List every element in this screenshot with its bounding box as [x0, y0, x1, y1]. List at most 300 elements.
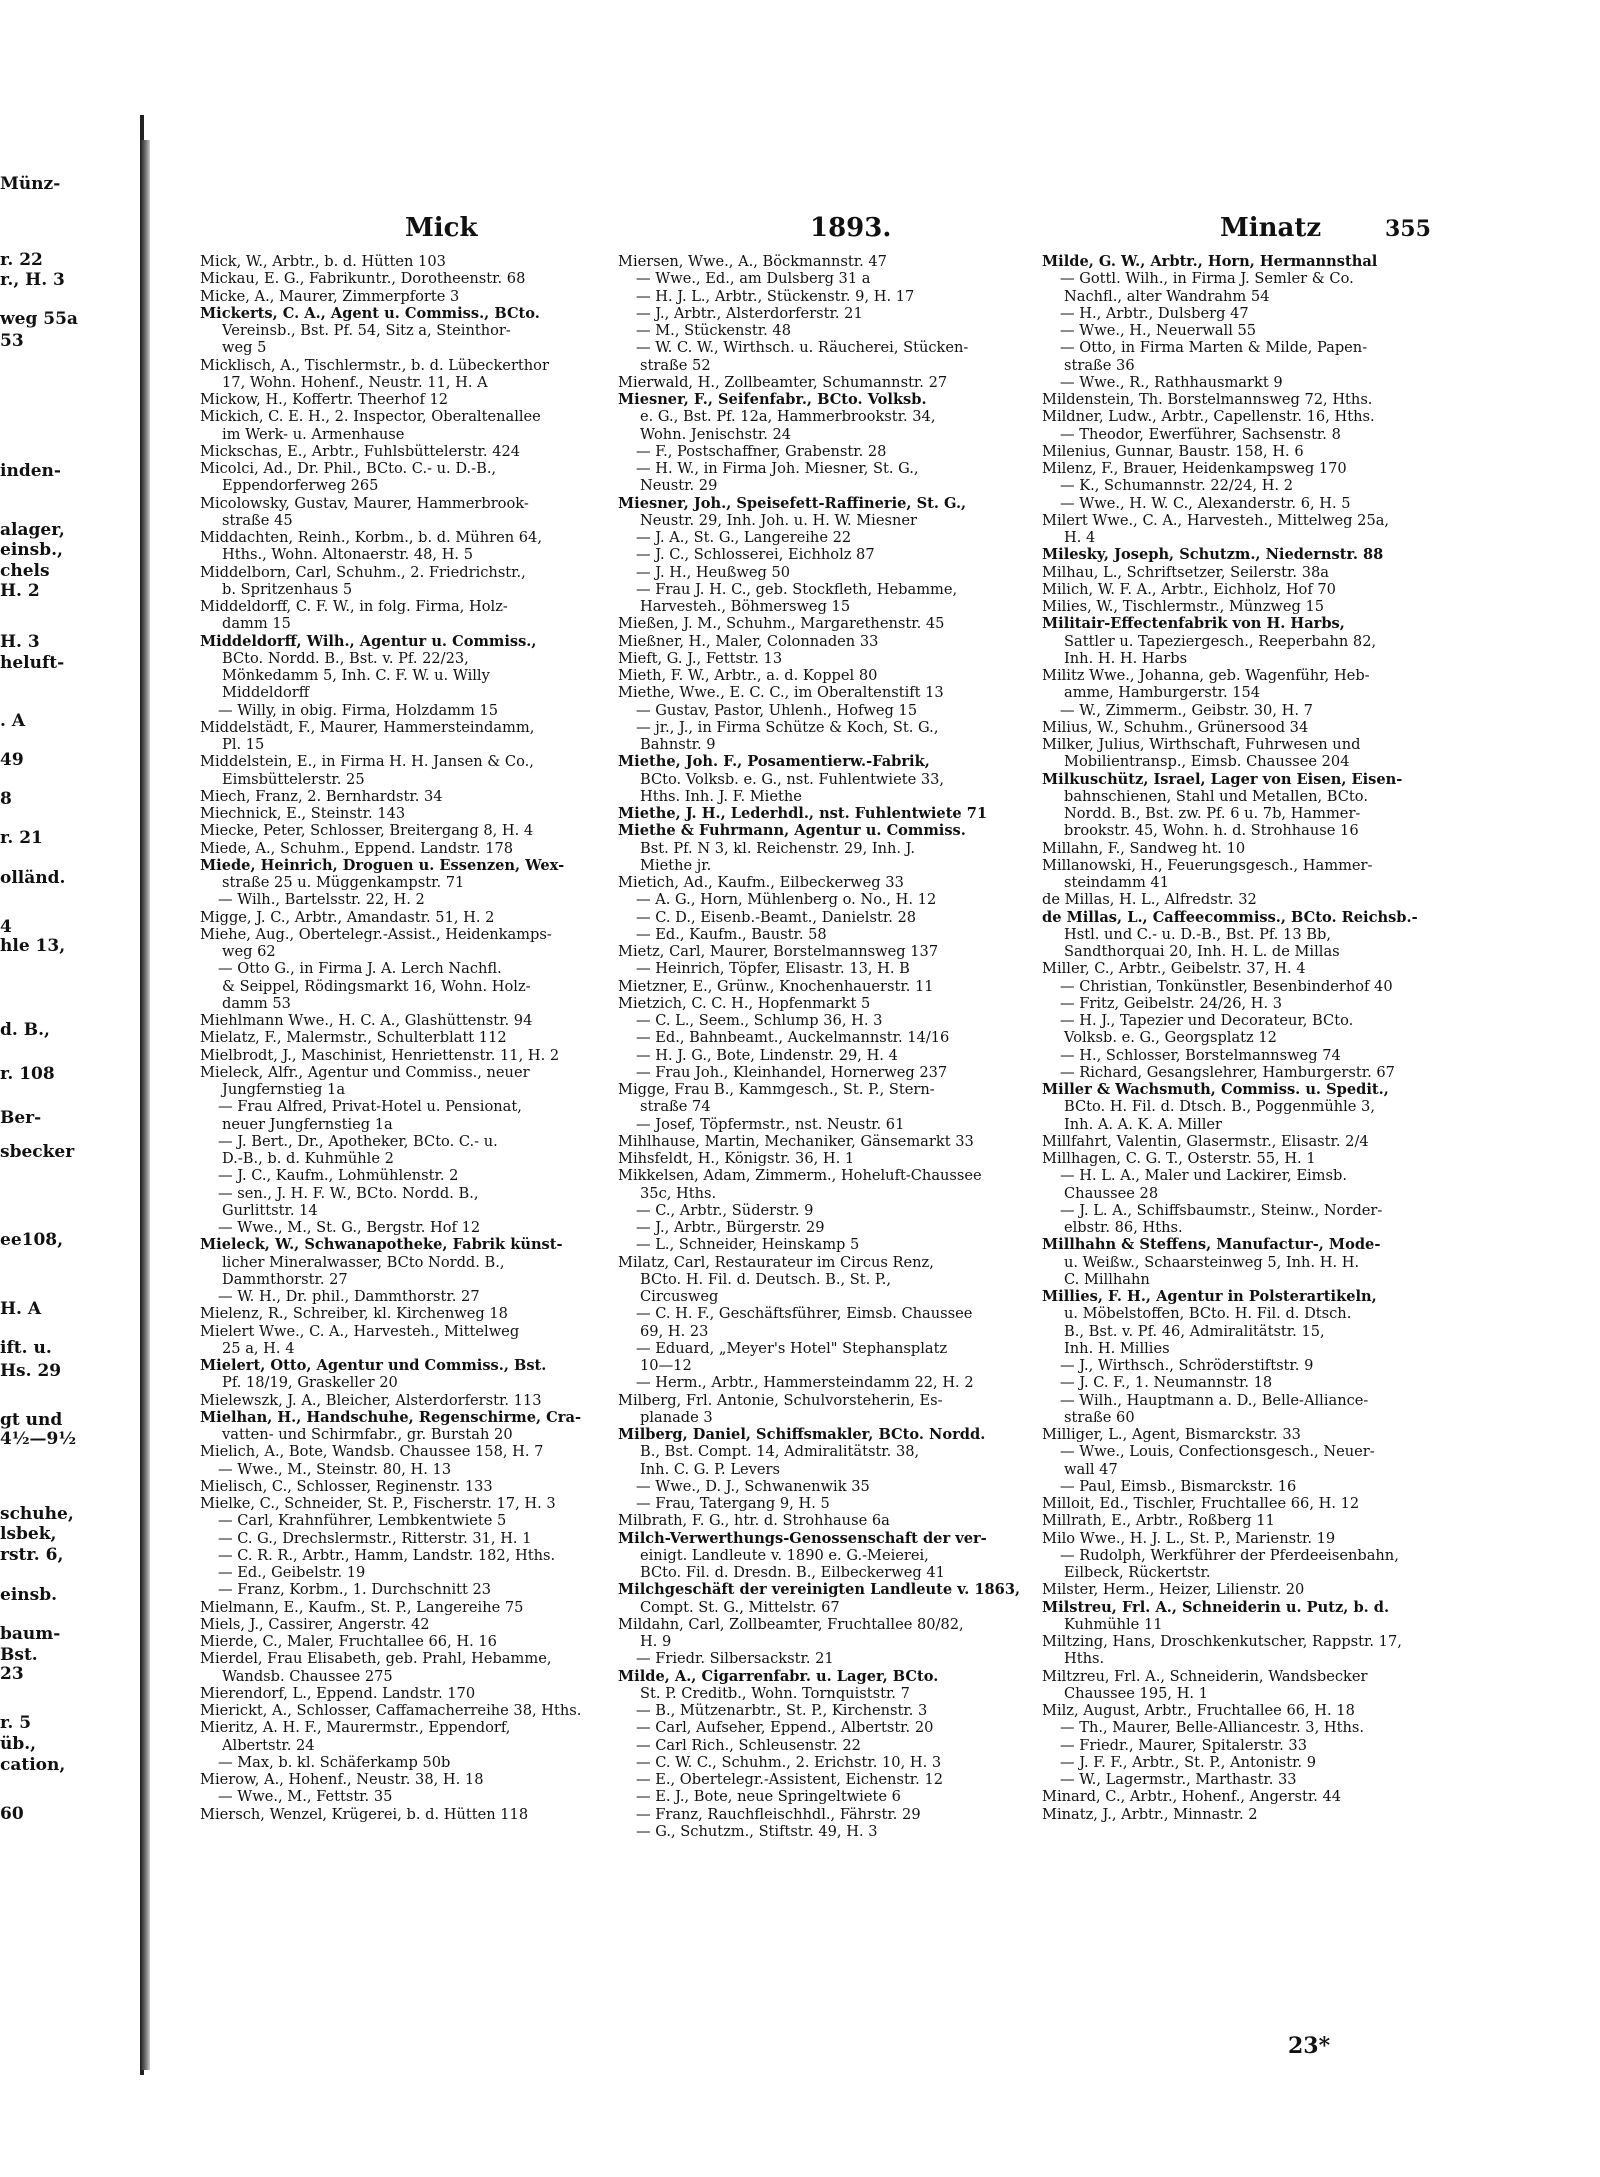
entry-continuation: Vereinsb., Bst. Pf. 54, Sitz a, Steinthor-: [222, 322, 511, 339]
entry-continuation: straße 60: [1064, 1408, 1135, 1426]
entry-continuation: straße 25 u. Müggenkampstr. 71: [222, 874, 465, 891]
directory-entry: — L., Schneider, Heinskamp 5: [636, 1236, 860, 1254]
directory-entry: Micke, A., Maurer, Zimmerpforte 3: [200, 287, 460, 305]
directory-entry: — Ed., Kaufm., Baustr. 58: [636, 925, 827, 943]
directory-entry: — J. C. F., 1. Neumannstr. 18: [1060, 1374, 1273, 1392]
directory-entry: Mielewszk, J. A., Bleicher, Alsterdorferstr. 113: [200, 1391, 542, 1409]
directory-entry: Millhahn & Steffens, Manufactur-, Mode-: [1042, 1236, 1381, 1254]
directory-entry: — C. G., Drechslermstr., Ritterstr. 31, H. 1: [218, 1529, 532, 1547]
entry-continuation: Miethe jr.: [640, 856, 712, 874]
directory-entry: — Fritz, Geibelstr. 24/26, H. 3: [1060, 994, 1283, 1012]
directory-entry: Mildner, Ludw., Arbtr., Capellenstr. 16, Hths.: [1042, 408, 1375, 426]
entry-continuation: Eilbeck, Rückertstr.: [1064, 1564, 1211, 1581]
directory-entry: — Carl, Krahnführer, Lembkentwiete 5: [218, 1512, 507, 1530]
directory-entry: Millahn, F., Sandweg ht. 10: [1042, 839, 1246, 857]
prev-page-fragment: chels: [0, 560, 50, 581]
directory-entry: de Millas, L., Caffeecommiss., BCto. Reichsb.-: [1042, 908, 1418, 926]
prev-page-fragment: ift. u.: [0, 1338, 52, 1358]
prev-page-fragment: 4: [0, 916, 12, 937]
prev-page-fragment: 53: [0, 330, 24, 351]
prev-page-fragment: baum-: [0, 1624, 61, 1645]
directory-entry: — J. F. F., Arbtr., St. P., Antonistr. 9: [1060, 1753, 1316, 1771]
directory-entry: — W. H., Dr. phil., Dammthorstr. 27: [218, 1288, 480, 1305]
entry-continuation: 69, H. 23: [640, 1322, 709, 1340]
entry-continuation: Inh. H. H. Harbs: [1064, 649, 1188, 667]
directory-entry: Miethe, J. H., Lederhdl., nst. Fuhlentwiete 71: [618, 805, 988, 822]
directory-entry: Mielmann, E., Kaufm., St. P., Langereihe 75: [200, 1598, 524, 1616]
directory-entry: Mielich, A., Bote, Wandsb. Chaussee 158, H. 7: [200, 1443, 544, 1461]
entry-continuation: straße 74: [640, 1098, 711, 1116]
directory-entry: — M., Stückenstr. 48: [636, 322, 791, 339]
prev-page-fragment: 23: [0, 1664, 24, 1685]
directory-entry: — J. C., Kaufm., Lohmühlenstr. 2: [218, 1167, 459, 1185]
entry-continuation: H. 9: [640, 1633, 672, 1650]
directory-entry: Mietich, Ad., Kaufm., Eilbeckerweg 33: [618, 874, 904, 891]
prev-page-fragment: einsb.,: [0, 540, 63, 561]
directory-entry: — Wilh., Hauptmann a. D., Belle-Alliance-: [1060, 1391, 1369, 1409]
prev-page-fragment: heluft-: [0, 652, 65, 673]
directory-entry: — C. R. R., Arbtr., Hamm, Landstr. 182, Hths.: [218, 1546, 556, 1564]
prev-page-fragment: einsb.: [0, 1584, 58, 1605]
entry-continuation: St. P. Creditb., Wohn. Tornquiststr. 7: [640, 1684, 910, 1702]
directory-entry: Miehlmann Wwe., H. C. A., Glashüttenstr. 94: [200, 1012, 533, 1029]
directory-entry: Miltzreu, Frl. A., Schneiderin, Wandsbecker: [1042, 1667, 1368, 1685]
prev-page-fragment: üb.,: [0, 1733, 37, 1754]
directory-entry: Mildenstein, Th. Borstelmannsweg 72, Hths.: [1042, 391, 1373, 408]
entry-continuation: neuer Jungfernstieg 1a: [222, 1115, 393, 1133]
directory-entry: — Heinrich, Töpfer, Elisastr. 13, H. B: [636, 960, 910, 978]
directory-entry: — Wilh., Bartelsstr. 22, H. 2: [218, 891, 425, 909]
directory-page: [200, 215, 1430, 2075]
directory-entry: — Willy, in obig. Firma, Holzdamm 15: [218, 701, 499, 719]
directory-entry: Milstreu, Frl. A., Schneiderin u. Putz, b. d.: [1042, 1598, 1390, 1616]
directory-entry: — Theodor, Ewerführer, Sachsenstr. 8: [1060, 425, 1341, 443]
prev-page-fragment: cation,: [0, 1754, 66, 1775]
entry-continuation: BCto. H. Fil. d. Dtsch. B., Poggenmühle 3,: [1064, 1098, 1375, 1116]
directory-entry: Millhagen, C. G. T., Osterstr. 55, H. 1: [1042, 1150, 1316, 1167]
directory-entry: Milies, W., Tischlermstr., Münzweg 15: [1042, 598, 1325, 615]
directory-entry: Milatz, Carl, Restaurateur im Circus Renz,: [618, 1253, 934, 1271]
directory-entry: Milker, Julius, Wirthschaft, Fuhrwesen und: [1042, 736, 1361, 753]
prev-page-fragment: Münz-: [0, 173, 61, 194]
directory-entry: Mielert Wwe., C. A., Harvesteh., Mittelweg: [200, 1322, 520, 1340]
directory-entry: Mickerts, C. A., Agent u. Commiss., BCto.: [200, 304, 540, 322]
directory-entry: Milchgeschäft der vereinigten Landleute v. 1863,: [618, 1581, 1021, 1599]
directory-entry: Milliger, L., Agent, Bismarckstr. 33: [1042, 1426, 1301, 1443]
prev-page-fragment: lsbek,: [0, 1524, 57, 1545]
prev-page-fragment: d. B.,: [0, 1019, 50, 1040]
directory-entry: — Wwe., M., Steinstr. 80, H. 13: [218, 1460, 452, 1478]
directory-entry: — H. J. G., Bote, Lindenstr. 29, H. 4: [636, 1046, 898, 1064]
entry-continuation: planade 3: [640, 1408, 713, 1426]
prev-page-fragment: H. A: [0, 1298, 42, 1319]
directory-entry: — J., Wirthsch., Schröderstiftstr. 9: [1060, 1357, 1314, 1374]
directory-entry: — Carl Rich., Schleusenstr. 22: [636, 1736, 861, 1754]
directory-entry: Mieft, G. J., Fettstr. 13: [618, 649, 783, 667]
directory-entry: — J. H., Heußweg 50: [636, 563, 791, 581]
directory-entry: Middeldorff, C. F. W., in folg. Firma, Holz-: [200, 598, 508, 615]
directory-entry: Militair-Effectenfabrik von H. Harbs,: [1042, 615, 1345, 633]
directory-entry: — Otto, in Firma Marten & Milde, Papen-: [1060, 339, 1368, 357]
directory-entry: Mieth, F. W., Arbtr., a. d. Koppel 80: [618, 667, 878, 684]
directory-entry: — Josef, Töpfermstr., nst. Neustr. 61: [636, 1115, 905, 1133]
directory-entry: Minatz, J., Arbtr., Minnastr. 2: [1042, 1805, 1258, 1823]
entry-continuation: BCto. Fil. d. Dresdn. B., Eilbeckerweg 41: [640, 1564, 945, 1581]
entry-continuation: Inh. A. A. K. A. Miller: [1064, 1115, 1223, 1133]
entry-continuation: u. Möbelstoffen, BCto. H. Fil. d. Dtsch.: [1064, 1305, 1352, 1323]
directory-entry: Mickich, C. E. H., 2. Inspector, Oberaltenallee: [200, 408, 541, 426]
directory-entry: Milenz, F., Brauer, Heidenkampsweg 170: [1042, 460, 1347, 477]
entry-continuation: 10—12: [640, 1357, 692, 1374]
directory-entry: — C. D., Eisenb.-Beamt., Danielstr. 28: [636, 908, 917, 926]
prev-page-fragment: . A: [0, 710, 26, 731]
directory-entry: Millfahrt, Valentin, Glasermstr., Elisastr. 2/4: [1042, 1132, 1369, 1150]
prev-page-fragment: inden-: [0, 460, 61, 481]
directory-entry: — Wwe., H., Neuerwall 55: [1060, 322, 1257, 339]
directory-entry: — H. L. A., Maler und Lackirer, Eimsb.: [1060, 1167, 1347, 1185]
directory-entry: Militz Wwe., Johanna, geb. Wagenführ, Heb-: [1042, 667, 1370, 684]
directory-entry: — H., Arbtr., Dulsberg 47: [1060, 304, 1249, 322]
directory-entry: — Wwe., D. J., Schwanenwik 35: [636, 1477, 870, 1495]
directory-entry: — J. L. A., Schiffsbaumstr., Steinw., Norder-: [1060, 1201, 1383, 1219]
entry-continuation: damm 15: [222, 615, 291, 633]
directory-entry: Millies, F. H., Agentur in Polsterartikeln,: [1042, 1288, 1377, 1305]
directory-entry: — Frau J. H. C., geb. Stockfleth, Hebamme,: [636, 580, 958, 598]
entry-continuation: Sattler u. Tapeziergesch., Reeperbahn 82,: [1064, 632, 1377, 650]
entry-continuation: Chaussee 28: [1064, 1184, 1159, 1202]
directory-entry: Mielke, C., Schneider, St. P., Fischerstr. 17, H. 3: [200, 1495, 556, 1512]
entry-continuation: brookstr. 45, Wohn. h. d. Strohhause 16: [1064, 822, 1359, 840]
entry-continuation: Pl. 15: [222, 736, 265, 753]
entry-continuation: Mobilientransp., Eimsb. Chaussee 204: [1064, 753, 1350, 771]
directory-entry: Miersen, Wwe., A., Böckmannstr. 47: [618, 253, 887, 270]
entry-continuation: Mönkedamm 5, Inh. C. F. W. u. Willy: [222, 667, 490, 684]
directory-entry: — E., Obertelegr.-Assistent, Eichenstr. 12: [636, 1771, 944, 1788]
directory-entry: — C., Arbtr., Süderstr. 9: [636, 1201, 814, 1219]
entry-continuation: C. Millhahn: [1064, 1270, 1150, 1288]
directory-entry: Miels, J., Cassirer, Angerstr. 42: [200, 1615, 430, 1633]
entry-continuation: 17, Wohn. Hohenf., Neustr. 11, H. A: [222, 373, 488, 391]
directory-entry: Mildahn, Carl, Zollbeamter, Fruchtallee 80/82,: [618, 1615, 964, 1633]
previous-page-edge: [0, 115, 144, 2075]
entry-continuation: Pf. 18/19, Graskeller 20: [222, 1374, 398, 1392]
entry-continuation: straße 36: [1064, 356, 1135, 374]
directory-entry: Mielisch, C., Schlosser, Reginenstr. 133: [200, 1477, 493, 1495]
prev-page-fragment: Ber-: [0, 1107, 42, 1128]
directory-entry: — A. G., Horn, Mühlenberg o. No., H. 12: [636, 891, 937, 909]
entry-continuation: 25 a, H. 4: [222, 1339, 295, 1357]
entry-continuation: B., Bst. Compt. 14, Admiralitätstr. 38,: [640, 1443, 920, 1461]
directory-entry: — J. Bert., Dr., Apotheker, BCto. C.- u.: [218, 1132, 498, 1150]
column-2: [618, 253, 1023, 1840]
directory-entry: Mieleck, Alfr., Agentur und Commiss., neuer: [200, 1063, 530, 1081]
directory-entry: de Millas, H. L., Alfredstr. 32: [1042, 891, 1257, 909]
directory-entry: — Rudolph, Werkführer der Pferdeeisenbahn,: [1060, 1546, 1399, 1564]
entry-continuation: licher Mineralwasser, BCto Nordd. B.,: [222, 1253, 505, 1271]
entry-continuation: weg 5: [222, 339, 267, 357]
directory-entry: Miltzing, Hans, Droschkenkutscher, Rappstr. 17,: [1042, 1633, 1402, 1650]
directory-entry: Miller, C., Arbtr., Geibelstr. 37, H. 4: [1042, 960, 1306, 978]
directory-entry: Middeldorff, Wilh., Agentur u. Commiss.,: [200, 632, 537, 650]
directory-entry: — Wwe., Ed., am Dulsberg 31 a: [636, 270, 871, 288]
prev-page-fragment: weg 55a: [0, 309, 78, 329]
entry-continuation: Jungfernstieg 1a: [222, 1081, 346, 1098]
entry-continuation: Eppendorferweg 265: [222, 477, 379, 495]
directory-entry: Miethe, Joh. F., Posamentierw.-Fabrik,: [618, 753, 930, 771]
entry-continuation: vatten- und Schirmfabr., gr. Burstah 20: [222, 1426, 513, 1443]
directory-entry: Mihsfeldt, H., Königstr. 36, H. 1: [618, 1150, 855, 1167]
prev-page-fragment: r. 108: [0, 1063, 55, 1084]
directory-entry: Mielenz, R., Schreiber, kl. Kirchenweg 18: [200, 1305, 508, 1323]
directory-entry: — Ed., Geibelstr. 19: [218, 1564, 366, 1581]
directory-entry: Mielatz, F., Malermstr., Schulterblatt 112: [200, 1029, 507, 1047]
directory-entry: — Frau Alfred, Privat-Hotel u. Pensionat,: [218, 1098, 522, 1116]
directory-entry: — C. H. F., Geschäftsführer, Eimsb. Chaussee: [636, 1305, 973, 1323]
entry-continuation: Eimsbüttelerstr. 25: [222, 770, 365, 788]
prev-page-fragment: Bst.: [0, 1644, 38, 1665]
running-header: [200, 215, 1430, 253]
prev-page-fragment: r. 5: [0, 1713, 32, 1734]
directory-entry: — H., Schlosser, Borstelmannsweg 74: [1060, 1046, 1341, 1064]
directory-entry: Mihlhause, Martin, Mechaniker, Gänsemarkt 33: [618, 1132, 974, 1150]
directory-entry: Miech, Franz, 2. Bernhardstr. 34: [200, 787, 443, 805]
header-left-catchword: Mick: [405, 213, 478, 243]
directory-entry: — B., Mützenarbtr., St. P., Kirchenstr. 3: [636, 1702, 928, 1719]
entry-continuation: Harvesteh., Böhmersweg 15: [640, 598, 851, 615]
directory-entry: Milde, A., Cigarrenfabr. u. Lager, BCto.: [618, 1667, 939, 1685]
directory-entry: Mielert, Otto, Agentur und Commiss., Bst.: [200, 1357, 547, 1374]
entry-continuation: bahnschienen, Stahl und Metallen, BCto.: [1064, 787, 1368, 805]
directory-entry: — H. J., Tapezier und Decorateur, BCto.: [1060, 1012, 1354, 1029]
directory-entry: Minard, C., Arbtr., Hohenf., Angerstr. 44: [1042, 1788, 1342, 1806]
entry-continuation: steindamm 41: [1064, 874, 1169, 891]
entry-continuation: amme, Hamburgerstr. 154: [1064, 684, 1261, 702]
prev-page-fragment: 60: [0, 1803, 24, 1824]
entry-continuation: Inh. C. G. P. Levers: [640, 1460, 780, 1478]
directory-entry: Miersch, Wenzel, Krügerei, b. d. Hütten 118: [200, 1805, 529, 1823]
entry-continuation: b. Spritzenhaus 5: [222, 580, 353, 598]
directory-entry: — H. W., in Firma Joh. Miesner, St. G.,: [636, 460, 919, 477]
column-3: [1042, 253, 1447, 1823]
entry-continuation: 35c, Hths.: [640, 1184, 717, 1202]
entry-continuation: Hths. Inh. J. F. Miethe: [640, 787, 802, 805]
directory-entry: Micolowsky, Gustav, Maurer, Hammerbrook-: [200, 494, 529, 512]
directory-entry: — Frau Joh., Kleinhandel, Hornerweg 237: [636, 1063, 948, 1081]
prev-page-fragment: r. 22: [0, 250, 43, 271]
directory-entry: Mieleck, W., Schwanapotheke, Fabrik künst-: [200, 1236, 563, 1254]
directory-entry: — Gottl. Wilh., in Firma J. Semler & Co.: [1060, 270, 1354, 288]
directory-entry: Miede, Heinrich, Droguen u. Essenzen, Wex-: [200, 856, 565, 874]
directory-entry: — Wwe., R., Rathhausmarkt 9: [1060, 373, 1283, 391]
directory-entry: Miechnick, E., Steinstr. 143: [200, 805, 406, 822]
entry-continuation: Wandsb. Chaussee 275: [222, 1667, 393, 1685]
entry-continuation: Circusweg: [640, 1288, 719, 1305]
entry-continuation: Neustr. 29: [640, 477, 718, 495]
book-spine: [140, 140, 150, 2070]
directory-entry: — Christian, Tonkünstler, Besenbinderhof 40: [1060, 977, 1393, 995]
header-right-catchword: Minatz: [1220, 213, 1322, 243]
directory-entry: — W., Lagermstr., Marthastr. 33: [1060, 1771, 1297, 1788]
directory-entry: Milbrath, F. G., htr. d. Strohhause 6a: [618, 1512, 890, 1530]
entry-continuation: Bahnstr. 9: [640, 736, 716, 753]
prev-page-fragment: r., H. 3: [0, 269, 65, 290]
directory-entry: Miede, A., Schuhm., Eppend. Landstr. 178: [200, 839, 514, 857]
directory-entry: Milberg, Frl. Antonie, Schulvorsteherin, Es-: [618, 1391, 943, 1409]
entry-continuation: e. G., Bst. Pf. 12a, Hammerbrookstr. 34,: [640, 408, 936, 426]
entry-continuation: BCto. Volksb. e. G., nst. Fuhlentwiete 33,: [640, 770, 945, 788]
entry-continuation: & Seippel, Rödingsmarkt 16, Wohn. Holz-: [222, 977, 531, 995]
directory-entry: — K., Schumannstr. 22/24, H. 2: [1060, 477, 1293, 495]
entry-continuation: Nordd. B., Bst. zw. Pf. 6 u. 7b, Hammer-: [1064, 805, 1361, 822]
directory-entry: — Richard, Gesangslehrer, Hamburgerstr. 67: [1060, 1063, 1395, 1081]
directory-entry: — W. C. W., Wirthsch. u. Räucherei, Stücken-: [636, 339, 969, 357]
prev-page-fragment: 49: [0, 750, 24, 770]
directory-entry: Milert Wwe., C. A., Harvesteh., Mittelweg 25a,: [1042, 511, 1390, 529]
directory-entry: Mietzich, C. C. H., Hopfenmarkt 5: [618, 994, 871, 1012]
directory-entry: Milius, W., Schuhm., Grünersood 34: [1042, 718, 1309, 736]
prev-page-fragment: H. 3: [0, 632, 40, 653]
entry-continuation: BCto. Nordd. B., Bst. v. Pf. 22/23,: [222, 649, 469, 667]
directory-entry: Mick, W., Arbtr., b. d. Hütten 103: [200, 253, 446, 270]
directory-entry: Mierendorf, L., Eppend. Landstr. 170: [200, 1684, 476, 1702]
prev-page-fragment: 4½—9½: [0, 1429, 77, 1450]
directory-entry: Mierickt, A., Schlosser, Caffamacherreihe 38, Hths.: [200, 1702, 582, 1719]
directory-entry: Milch-Verwerthungs-Genossenschaft der ver-: [618, 1529, 987, 1547]
directory-entry: Milster, Herm., Heizer, Lilienstr. 20: [1042, 1581, 1305, 1599]
prev-page-fragment: rstr. 6,: [0, 1544, 64, 1565]
directory-entry: — Eduard, „Meyer's Hotel" Stephansplatz: [636, 1339, 948, 1357]
prev-page-fragment: alager,: [0, 519, 65, 540]
entry-continuation: Hths.: [1064, 1650, 1105, 1668]
directory-entry: Middelstein, E., in Firma H. H. Jansen & Co.,: [200, 753, 534, 771]
directory-entry: Micklisch, A., Tischlermstr., b. d. Lübeckerthor: [200, 356, 549, 374]
entry-continuation: Sandthorquai 20, Inh. H. L. de Millas: [1064, 943, 1340, 960]
directory-entry: Miethe, Wwe., E. C. C., im Oberaltenstift 13: [618, 684, 944, 702]
directory-entry: — Frau, Tatergang 9, H. 5: [636, 1495, 830, 1512]
directory-entry: Mielbrodt, J., Maschinist, Henriettenstr. 11, H. 2: [200, 1046, 560, 1064]
directory-entry: Miller & Wachsmuth, Commiss. u. Spedit.,: [1042, 1081, 1389, 1098]
directory-entry: — Ed., Bahnbeamt., Auckelmannstr. 14/16: [636, 1029, 950, 1047]
directory-entry: — Otto G., in Firma J. A. Lerch Nachfl.: [218, 960, 502, 978]
prev-page-fragment: 8: [0, 789, 12, 810]
directory-entry: Milz, August, Arbtr., Fruchtallee 66, H. 18: [1042, 1702, 1355, 1719]
entry-continuation: Compt. St. G., Mittelstr. 67: [640, 1598, 840, 1616]
directory-entry: — Wwe., M., Fettstr. 35: [218, 1788, 393, 1806]
directory-entry: Micolci, Ad., Dr. Phil., BCto. C.- u. D.-B.,: [200, 460, 497, 477]
entry-continuation: Hstl. und C.- u. D.-B., Bst. Pf. 13 Bb,: [1064, 925, 1331, 943]
directory-entry: Mierde, C., Maler, Fruchtallee 66, H. 16: [200, 1633, 497, 1650]
directory-entry: — Herm., Arbtr., Hammersteindamm 22, H. 2: [636, 1374, 974, 1392]
directory-entry: — H. J. L., Arbtr., Stückenstr. 9, H. 17: [636, 287, 915, 305]
directory-entry: — Franz, Rauchfleischhdl., Fährstr. 29: [636, 1805, 921, 1823]
directory-entry: Middelborn, Carl, Schuhm., 2. Friedrichstr.,: [200, 563, 526, 581]
directory-entry: — Paul, Eimsb., Bismarckstr. 16: [1060, 1477, 1297, 1495]
entry-continuation: Chaussee 195, H. 1: [1064, 1684, 1208, 1702]
entry-continuation: Neustr. 29, Inh. Joh. u. H. W. Miesner: [640, 511, 917, 529]
entry-continuation: Nachfl., alter Wandrahm 54: [1064, 287, 1270, 305]
directory-entry: Mießner, H., Maler, Colonnaden 33: [618, 632, 879, 650]
directory-entry: Mieritz, A. H. F., Maurermstr., Eppendorf,: [200, 1719, 511, 1737]
prev-page-fragment: r. 21: [0, 828, 43, 849]
entry-continuation: straße 52: [640, 356, 711, 374]
directory-entry: — sen., J. H. F. W., BCto. Nordd. B.,: [218, 1184, 479, 1202]
entry-continuation: Albertstr. 24: [222, 1736, 315, 1754]
directory-entry: — J., Arbtr., Alsterdorferstr. 21: [636, 304, 863, 322]
directory-entry: — Th., Maurer, Belle-Alliancestr. 3, Hths.: [1060, 1719, 1364, 1737]
entry-continuation: Hths., Wohn. Altonaerstr. 48, H. 5: [222, 546, 473, 564]
directory-entry: — Friedr. Silbersackstr. 21: [636, 1650, 834, 1668]
directory-entry: Miesner, F., Seifenfabr., BCto. Volksb.: [618, 391, 927, 408]
entry-continuation: im Werk- u. Armenhause: [222, 425, 405, 443]
column-1: [200, 253, 605, 1823]
directory-entry: Migge, J. C., Arbtr., Amandastr. 51, H. 2: [200, 908, 495, 926]
entry-continuation: Gurlittstr. 14: [222, 1201, 318, 1219]
directory-entry: Milo Wwe., H. J. L., St. P., Marienstr. 19: [1042, 1529, 1336, 1547]
entry-continuation: Bst. Pf. N 3, kl. Reichenstr. 29, Inh. J.: [640, 839, 916, 857]
directory-entry: — C. L., Seem., Schlump 36, H. 3: [636, 1012, 883, 1029]
directory-entry: Mikkelsen, Adam, Zimmerm., Hoheluft-Chaussee: [618, 1167, 982, 1185]
directory-entry: Mierwald, H., Zollbeamter, Schumannstr. 27: [618, 373, 948, 391]
directory-entry: Migge, Frau B., Kammgesch., St. P., Stern-: [618, 1081, 935, 1098]
entry-continuation: straße 45: [222, 511, 293, 529]
directory-entry: Miesner, Joh., Speisefett-Raffinerie, St. G.,: [618, 494, 967, 512]
directory-entry: Mickschas, E., Arbtr., Fuhlsbüttelerstr. 424: [200, 442, 521, 460]
directory-entry: Mietz, Carl, Maurer, Borstelmannsweg 137: [618, 943, 939, 960]
entry-continuation: Wohn. Jenischstr. 24: [640, 425, 792, 443]
directory-entry: Mießen, J. M., Schuhm., Margarethenstr. 45: [618, 615, 945, 633]
signature-mark: 23*: [1288, 2033, 1331, 2059]
entry-continuation: u. Weißw., Schaarsteinweg 5, Inh. H. H.: [1064, 1253, 1360, 1271]
prev-page-fragment: gt und: [0, 1409, 63, 1430]
directory-entry: Milich, W. F. A., Arbtr., Eichholz, Hof 70: [1042, 580, 1336, 598]
entry-continuation: Middeldorff: [222, 684, 310, 702]
directory-entry: Milde, G. W., Arbtr., Horn, Hermannsthal: [1042, 253, 1378, 270]
directory-entry: Middachten, Reinh., Korbm., b. d. Mühren 64,: [200, 529, 542, 546]
entry-continuation: Kuhmühle 11: [1064, 1615, 1163, 1633]
directory-entry: Mietzner, E., Grünw., Knochenhauerstr. 11: [618, 977, 934, 995]
directory-entry: Mielhan, H., Handschuhe, Regenschirme, Cra-: [200, 1408, 581, 1426]
entry-continuation: weg 62: [222, 943, 276, 960]
directory-entry: — F., Postschaffner, Grabenstr. 28: [636, 442, 887, 460]
directory-entry: — J. A., St. G., Langereihe 22: [636, 529, 852, 546]
directory-entry: — Max, b. kl. Schäferkamp 50b: [218, 1753, 451, 1771]
prev-page-fragment: olländ.: [0, 867, 66, 888]
header-year: 1893.: [810, 213, 892, 243]
entry-continuation: Inh. H. Millies: [1064, 1339, 1170, 1357]
directory-entry: Milhau, L., Schriftsetzer, Seilerstr. 38a: [1042, 563, 1329, 581]
entry-continuation: Volksb. e. G., Georgsplatz 12: [1064, 1029, 1277, 1047]
prev-page-fragment: ee108,: [0, 1230, 64, 1251]
prev-page-fragment: Hs. 29: [0, 1360, 62, 1381]
directory-entry: — Carl, Aufseher, Eppend., Albertstr. 20: [636, 1719, 934, 1737]
entry-continuation: einigt. Landleute v. 1890 e. G.-Meierei,: [640, 1546, 929, 1564]
directory-entry: — Gustav, Pastor, Uhlenh., Hofweg 15: [636, 701, 918, 719]
directory-entry: — W., Zimmerm., Geibstr. 30, H. 7: [1060, 701, 1313, 719]
directory-entry: Mierow, A., Hohenf., Neustr. 38, H. 18: [200, 1771, 484, 1788]
entry-continuation: D.-B., b. d. Kuhmühle 2: [222, 1150, 394, 1167]
prev-page-fragment: schuhe,: [0, 1503, 74, 1524]
directory-entry: Milberg, Daniel, Schiffsmakler, BCto. Nordd.: [618, 1426, 986, 1443]
prev-page-fragment: H. 2: [0, 581, 40, 602]
directory-entry: — Friedr., Maurer, Spitalerstr. 33: [1060, 1736, 1308, 1754]
entry-continuation: BCto. H. Fil. d. Deutsch. B., St. P.,: [640, 1270, 892, 1288]
prev-page-fragment: hle 13,: [0, 936, 66, 957]
entry-continuation: elbstr. 86, Hths.: [1064, 1219, 1183, 1236]
entry-continuation: wall 47: [1064, 1460, 1118, 1478]
directory-entry: Milesky, Joseph, Schutzm., Niedernstr. 88: [1042, 546, 1384, 564]
directory-entry: Miecke, Peter, Schlosser, Breitergang 8, H. 4: [200, 822, 534, 840]
entry-continuation: H. 4: [1064, 529, 1096, 546]
